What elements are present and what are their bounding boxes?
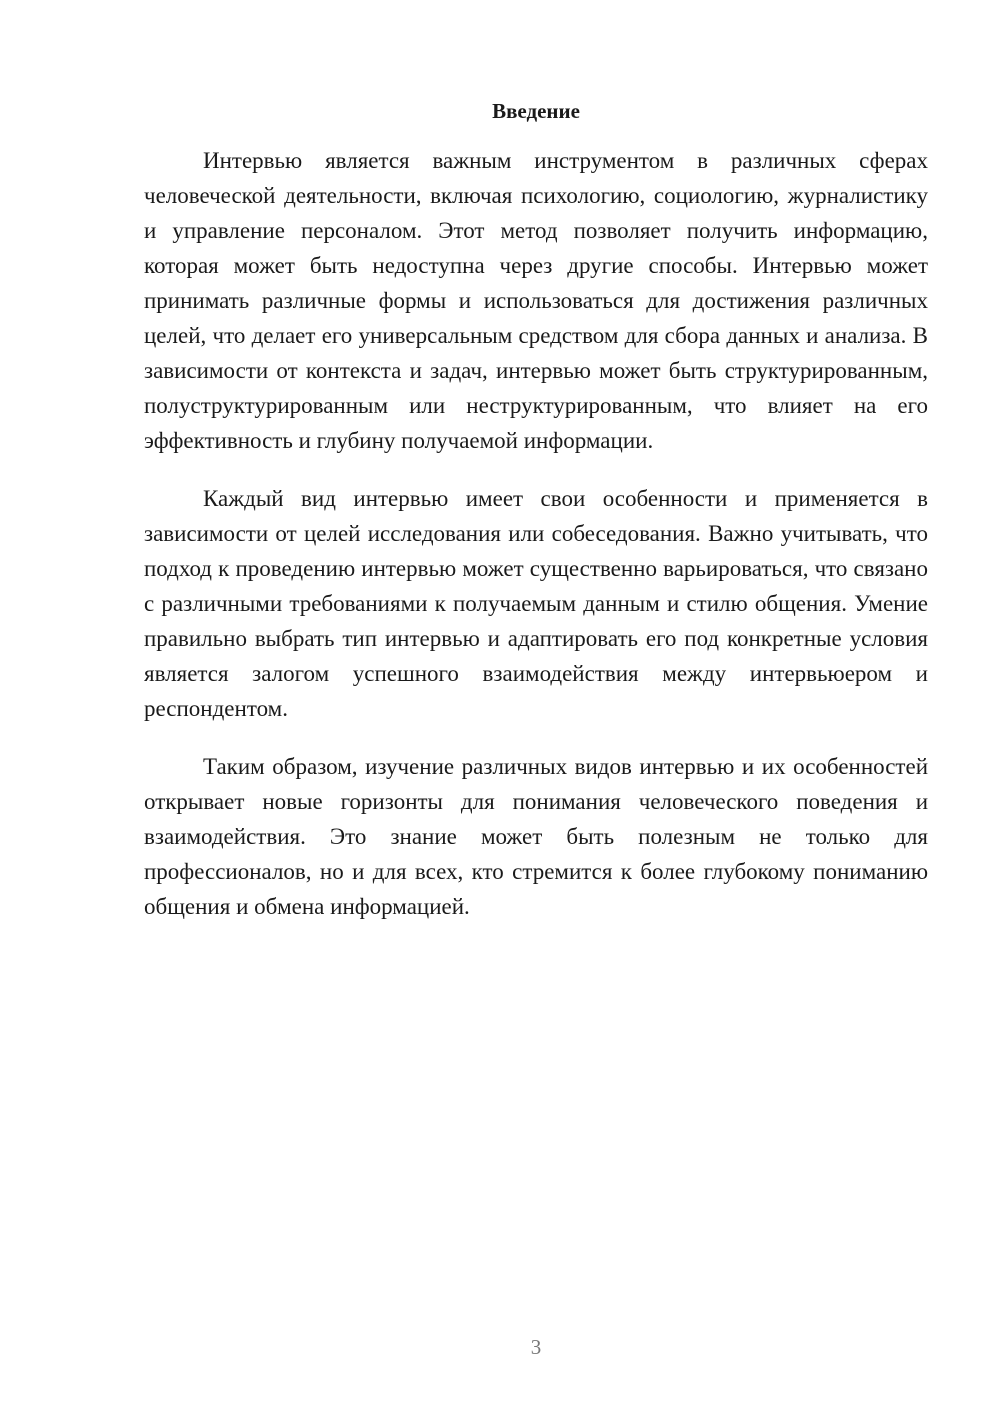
page-title: Введение bbox=[492, 99, 580, 123]
paragraph-2: Каждый вид интервью имеет свои особенности и применяется в зависимости от целей исследования или собеседования. Важно учитывать, что подход к проведению интервью может существенно варьироваться, что связано с различными требованиями к получаемым данным и стилю общения. Умение правильно выбрать тип интервью и адаптировать его под конкретные условия является залогом успешного взаимодействия между интервьюером и респондентом. bbox=[144, 486, 928, 721]
page-number: 3 bbox=[530, 1335, 542, 1359]
paragraph-3: Таким образом, изучение различных видов интервью и их особенностей открывает новые горизонты для понимания человеческого поведения и взаимодействия. Это знание может быть полезным не только для профессионалов, но и для всех, кто стремится к более глубокому пониманию общения и обмена информацией. bbox=[144, 754, 928, 919]
paragraph-1: Интервью является важным инструментом в различных сферах человеческой деятельности, включая психологию, социологию, журналистику и управление персоналом. Этот метод позволяет получить информацию, которая может быть недоступна через другие способы. Интервью может принимать различные формы и использоваться для достижения различных целей, что делает его универсальным средством для сбора данных и анализа. В зависимости от контекста и задач, интервью может быть структурированным, полуструктурированным или неструктурированным, что влияет на его эффективность и глубину получаемой информации. bbox=[144, 148, 928, 453]
document-body bbox=[144, 143, 928, 947]
